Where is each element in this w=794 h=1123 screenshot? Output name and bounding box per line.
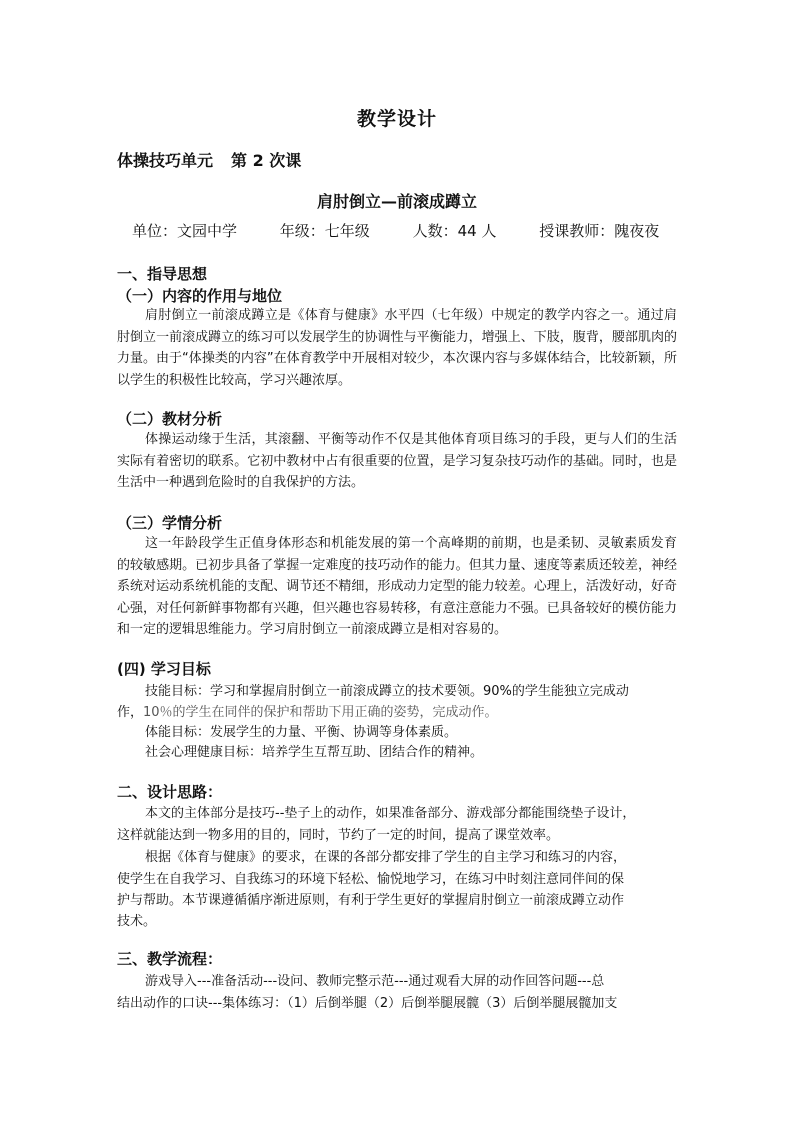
design-p2-line2: 使学生在自我学习、自我练习的环境下轻松、愉悦地学习，在练习中时刻注意同伴间的保 (117, 872, 625, 887)
objective-skill-line1: 技能目标：学习和掌握肩肘倒立一前滚成蹲立的技术要领。90%的学生能独立完成动 (145, 684, 629, 699)
grade-info: 年级：七年级 (279, 222, 370, 240)
unit-heading (117, 148, 301, 171)
lesson-info (132, 220, 659, 241)
design-p2-line3: 护与帮助。本节课遵循循序渐进原则，有利于学生更好的掌握肩肘倒立一前滚成蹲立动作 (117, 893, 625, 908)
design-p1-line1: 本文的主体部分是技巧--垫子上的动作，如果准备部分、游戏部分都能围绕垫子设计， (145, 806, 636, 821)
paragraph-learners: 这一年龄段学生正值身体形态和机能发展的第一个高峰期的前期，也是柔韧、灵敏素质发育的较敏感期。已初步具备了掌握一定难度的技巧动作的能力。但其力量、速度等素质还较差，神经系统对运动系统机能的支配、调节还不精细，形成动力定型的能力较差。心理上，活泼好动，好奇心强，对任何新鲜事物都有兴趣，但兴趣也容易转移，有意注意能力不强。已具备较好的模仿能力和一定的逻辑思维能力。学习肩肘倒立一前滚成蹲立是相对容易的。 (117, 536, 677, 637)
paragraph-role: 肩肘倒立一前滚成蹲立是《体育与健康》水平四（七年级）中规定的教学内容之一。通过肩肘倒立一前滚成蹲立的练习可以发展学生的协调性与平衡能力，增强上、下肢，腹背，腰部肌肉的力量。由于“体操类的内容”在体育教学中开展相对较少，本次课内容与多媒体结合，比较新颖，所以学生的积极性比较高，学习兴趣浓厚。 (117, 308, 677, 388)
objective-skill-line2-end: 10％的学生在同伴的保护和帮助下用正确的姿势，完成动作。 (143, 705, 498, 720)
unit-name: 体操技巧单元 (117, 151, 214, 170)
section-heading-guiding-ideology: 一、指导思想 (117, 265, 208, 283)
objective-skill-line2-start: 作， (117, 705, 144, 720)
page-title: 教学设计 (356, 108, 437, 130)
section-heading-process: 三、教学流程： (117, 950, 223, 968)
section-heading-design: 二、设计思路： (117, 783, 223, 801)
subsection-heading-material: （二）教材分析 (117, 410, 223, 428)
objective-fitness: 体能目标：发展学生的力量、平衡、协调等身体素质。 (145, 725, 458, 740)
subsection-heading-role: （一）内容的作用与地位 (117, 287, 283, 305)
students-info: 人数：44 人 (412, 222, 497, 240)
school-info: 单位：文园中学 (132, 222, 238, 240)
paragraph-material: 体操运动缘于生活，其滚翻、平衡等动作不仅是其他体育项目练习的手段，更与人们的生活实际有着密切的联系。它初中教材中占有很重要的位置，是学习复杂技巧动作的基础。同时，也是生活中一种遇到危险时的自我保护的方法。 (117, 432, 677, 490)
objective-social: 社会心理健康目标：培养学生互帮互助、团结合作的精神。 (145, 745, 484, 760)
subsection-heading-objectives: (四) 学习目标 (117, 660, 211, 678)
lesson-number: 第 2 次课 (231, 151, 302, 170)
lesson-title: 肩肘倒立—前滚成蹲立 (316, 192, 477, 211)
design-p2-line4: 技术。 (117, 914, 157, 929)
process-line2: 结出动作的口诀---集体练习：（1）后倒举腿（2）后倒举腿展髋（3）后倒举腿展髋加支 (117, 996, 618, 1011)
design-p2-line1: 根据《体育与健康》的要求，在课的各部分都安排了学生的自主学习和练习的内容， (145, 850, 627, 865)
teacher-info: 授课教师：隗夜夜 (539, 222, 660, 240)
process-line1: 游戏导入---准备活动---设问、教师完整示范---通过观看大屏的动作回答问题---总 (145, 974, 605, 989)
objective-skill-line2 (117, 701, 498, 720)
design-p1-line2: 这样就能达到一物多用的目的，同时，节约了一定的时间，提高了课堂效率。 (117, 828, 560, 843)
subsection-heading-learners: （三）学情分析 (117, 514, 223, 532)
